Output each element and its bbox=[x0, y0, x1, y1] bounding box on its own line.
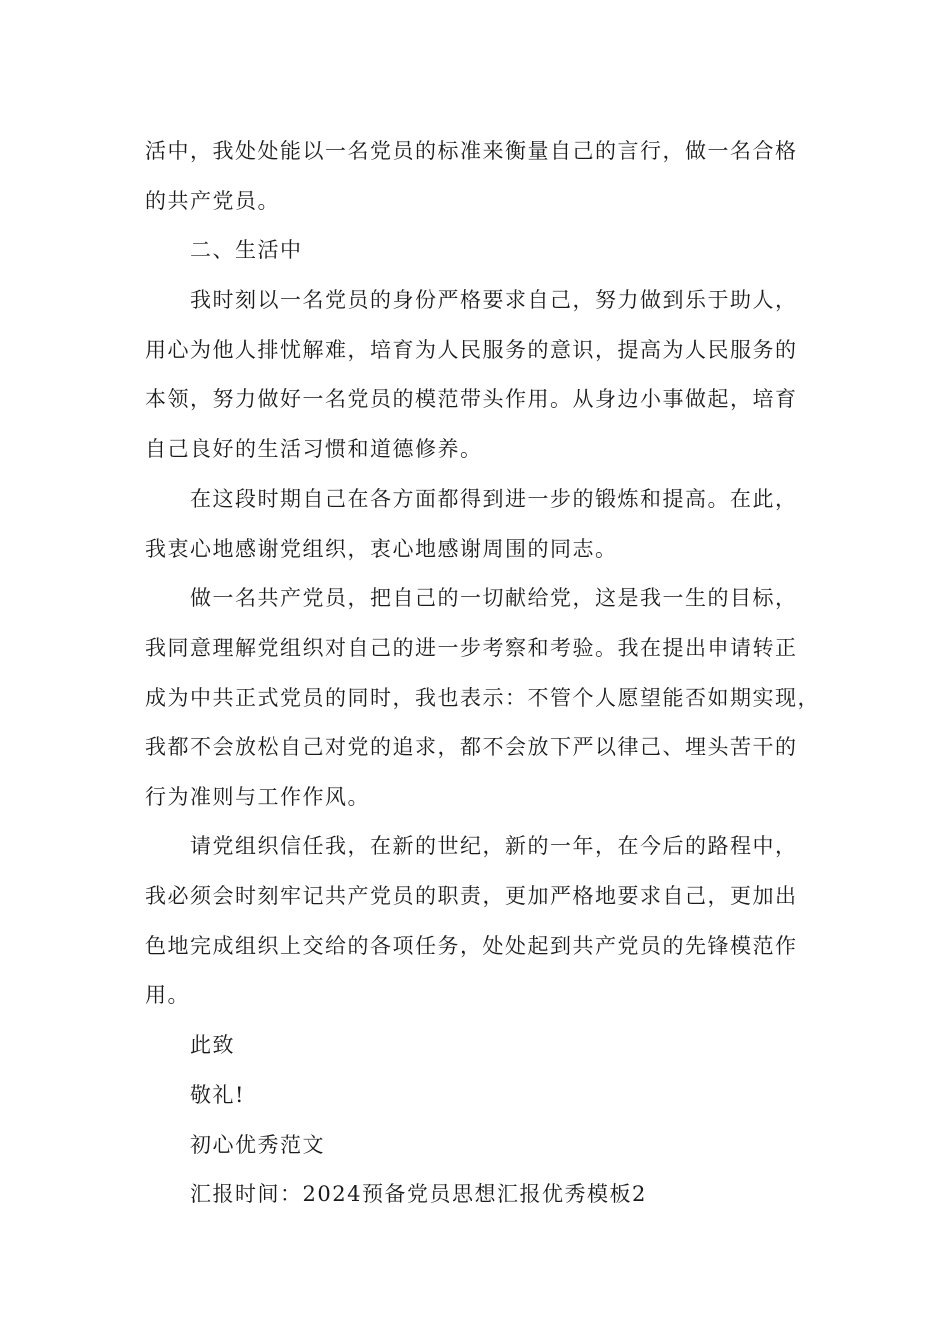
body-text-line: 色地完成组织上交给的各项任务，处处起到共产党员的先锋模范作 bbox=[145, 934, 798, 958]
author-signature: 初心优秀范文 bbox=[190, 1133, 325, 1157]
body-text-line: 本领，努力做好一名党员的模范带头作用。从身边小事做起，培育 bbox=[145, 387, 798, 411]
body-text-line: 我衷心地感谢党组织，衷心地感谢周围的同志。 bbox=[145, 537, 618, 561]
report-date: 汇报时间：2024预备党员思想汇报优秀模板2 bbox=[190, 1182, 647, 1206]
body-text-line: 行为准则与工作作风。 bbox=[145, 785, 370, 809]
body-text-line: 用心为他人排忧解难，培育为人民服务的意识，提高为人民服务的 bbox=[145, 338, 798, 362]
body-text-line: 活中，我处处能以一名党员的标准来衡量自己的言行，做一名合格 bbox=[145, 139, 798, 163]
body-text-line: 我同意理解党组织对自己的进一步考察和考验。我在提出申请转正 bbox=[145, 636, 798, 660]
body-text-line: 做一名共产党员，把自己的一切献给党，这是我一生的目标， bbox=[190, 586, 798, 610]
body-text-line: 的共产党员。 bbox=[145, 189, 280, 213]
body-text-line: 我必须会时刻牢记共产党员的职责，更加严格地要求自己，更加出 bbox=[145, 884, 798, 908]
closing-salutation: 此致 bbox=[190, 1033, 235, 1057]
body-text-line: 用。 bbox=[145, 983, 190, 1007]
closing-regards: 敬礼! bbox=[190, 1083, 245, 1107]
body-text-line: 成为中共正式党员的同时，我也表示：不管个人愿望能否如期实现， bbox=[145, 686, 820, 710]
body-text-line: 我时刻以一名党员的身份严格要求自己，努力做到乐于助人， bbox=[190, 288, 798, 312]
body-text-line: 请党组织信任我，在新的世纪，新的一年，在今后的路程中， bbox=[190, 834, 798, 858]
body-text-line: 我都不会放松自己对党的追求，都不会放下严以律己、埋头苦干的 bbox=[145, 735, 798, 759]
section-heading: 二、生活中 bbox=[190, 238, 303, 262]
body-text-line: 自己良好的生活习惯和道德修养。 bbox=[145, 437, 483, 461]
body-text-line: 在这段时期自己在各方面都得到进一步的锻炼和提高。在此， bbox=[190, 487, 798, 511]
